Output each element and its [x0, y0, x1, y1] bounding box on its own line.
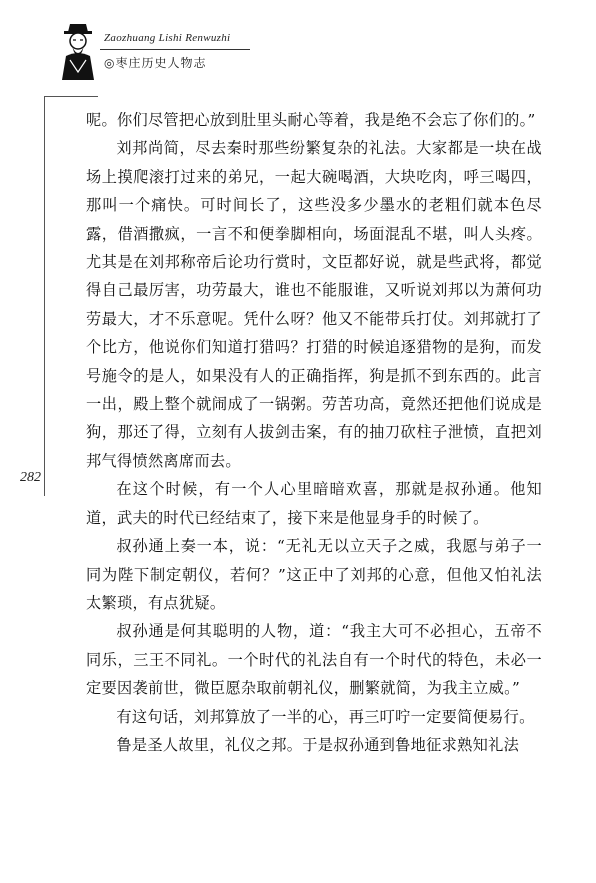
paragraph: 叔孙通是何其聪明的人物，道：“我主大可不必担心，五帝不同乐，三王不同礼。一个时代的礼法自有一个时代的特色，未必一定要因袭前世，微臣愿杂取前朝礼仪，删繁就简，为我主立威。”: [86, 622, 542, 698]
paragraph: 呢。你们尽管把心放到肚里头耐心等着，我是绝不会忘了你们的。”: [86, 111, 536, 129]
page-number: 282: [20, 470, 41, 485]
body-text: [86, 106, 542, 759]
paragraph: 在这个时候，有一个人心里暗暗欢喜，那就是叔孙通。他知道，武夫的时代已经结束了，接下来是他显身手的时候了。: [86, 480, 542, 527]
paragraph: 有这句话，刘邦算放了一半的心，再三叮咛一定要简便易行。: [116, 707, 535, 726]
paragraph: 刘邦尚简，尽去秦时那些纷繁复杂的礼法。大家都是一块在战场上摸爬滚打过来的弟兄，一起大碗喝酒，大块吃肉，呼三喝四，那叫一个痛快。可时间长了，这些没多少墨水的老粗们就本色尽露，借酒撒疯，一言不和便拳脚相向，场面混乱不堪，叫人头疼。尤其是在刘邦称帝后论功行赏时，文臣都好说，就是些武将，都觉得自己最厉害，功劳最大，谁也不能服谁，又听说刘邦以为萧何功劳最大，才不乐意呢。凭什么呀？他又不能带兵打仗。刘邦就打了个比方，他说你们知道打猎吗？打猎的时候追逐猎物的是狗，而发号施令的是人，如果没有人的正确指挥，狗是抓不到东西的。此言一出，殿上整个就闹成了一锅粥。劳苦功高，竟然还把他们说成是狗，那还了得，立刻有人拔剑击案，有的抽刀砍柱子泄愤，直把刘邦气得愤然离席而去。: [86, 139, 542, 470]
paragraph: 叔孙通上奏一本，说：“无礼无以立天子之威，我愿与弟子一同为陛下制定朝仪，若何？”这正中了刘邦的心意，但他又怕礼法太繁琐，有点犹疑。: [86, 537, 542, 612]
paragraph: 鲁是圣人故里，礼仪之邦。于是叔孙通到鲁地征求熟知礼法: [116, 735, 520, 754]
header-latin-title: Zaozhuang Lishi Renwuzhi: [104, 32, 231, 44]
frame-line-left: [44, 96, 45, 496]
header-chinese-title: ◎枣庄历史人物志: [104, 56, 207, 70]
header-rule: [100, 49, 250, 50]
scholar-portrait-icon: [58, 20, 98, 80]
frame-line-top: [44, 96, 98, 97]
